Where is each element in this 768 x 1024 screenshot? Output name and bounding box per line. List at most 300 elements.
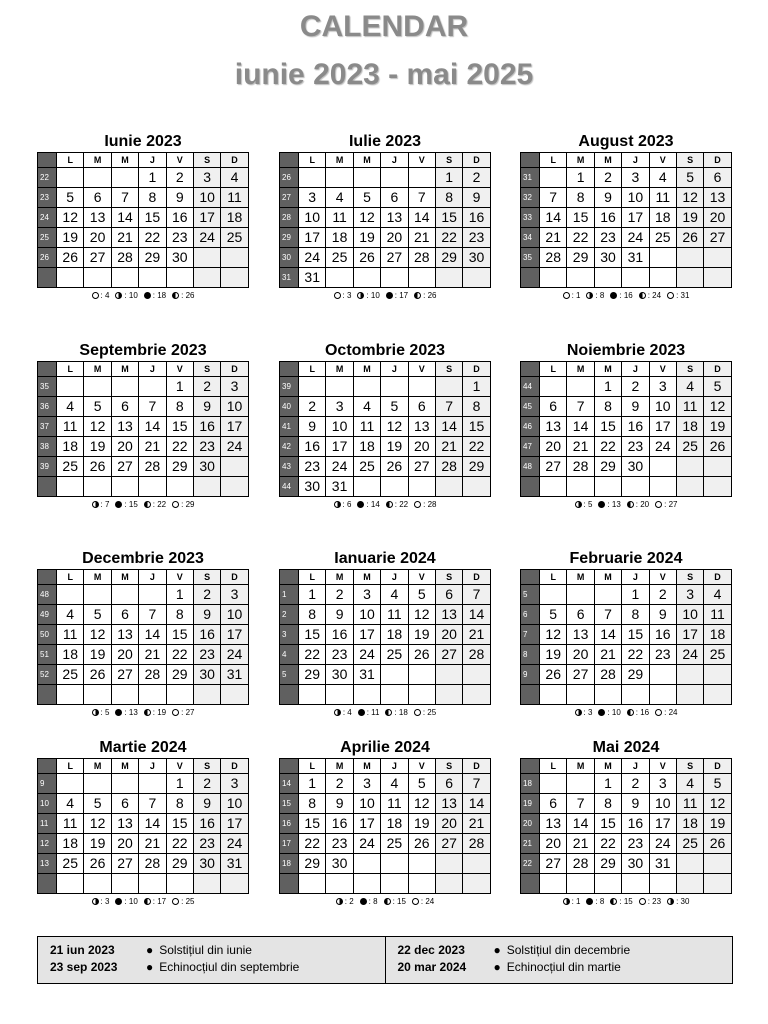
day-cell <box>676 248 703 267</box>
full-moon-icon <box>563 292 570 299</box>
moon-phase-day: : 4 <box>342 708 352 717</box>
weekday-label: D <box>220 759 247 773</box>
new-moon-icon <box>586 898 593 905</box>
day-cell <box>138 377 165 396</box>
weekday-label: J <box>621 362 648 376</box>
month-calendar <box>37 132 249 303</box>
moon-phases <box>520 291 732 303</box>
moon-phase <box>384 897 406 906</box>
day-cell <box>83 477 110 496</box>
day-cell: 17 <box>676 625 703 644</box>
day-cell: 30 <box>621 457 648 476</box>
moon-phase <box>360 897 378 906</box>
week-number: 39 <box>38 457 56 476</box>
day-cell: 22 <box>166 437 193 456</box>
day-cell: 4 <box>649 168 676 187</box>
week-row <box>521 188 731 208</box>
day-cell: 24 <box>220 645 247 664</box>
week-number: 51 <box>38 645 56 664</box>
week-number-header <box>521 362 539 376</box>
week-row <box>38 665 248 685</box>
month-calendar <box>520 738 732 909</box>
day-cell <box>111 685 138 704</box>
event-date: 23 sep 2023 <box>50 960 118 974</box>
weekday-label: V <box>166 570 193 584</box>
moon-phase-day: : 18 <box>152 291 167 300</box>
weekday-label: L <box>56 759 83 773</box>
first-quarter-icon <box>385 709 392 716</box>
day-cell: 15 <box>594 814 621 833</box>
week-number <box>521 685 539 704</box>
day-cell: 10 <box>325 417 352 436</box>
weekday-label: M <box>83 362 110 376</box>
last-quarter-icon <box>336 898 343 905</box>
moon-phase <box>639 897 661 906</box>
day-cell: 28 <box>566 854 593 873</box>
day-cell: 13 <box>539 814 566 833</box>
week-number: 27 <box>280 188 298 207</box>
day-cell: 14 <box>462 794 489 813</box>
day-cell: 3 <box>193 168 220 187</box>
moon-phase <box>639 291 661 300</box>
week-row <box>280 665 490 685</box>
day-cell: 13 <box>408 417 435 436</box>
day-cell: 12 <box>353 208 380 227</box>
day-cell <box>408 665 435 684</box>
day-cell: 16 <box>462 208 489 227</box>
day-cell <box>594 268 621 287</box>
day-cell: 27 <box>539 457 566 476</box>
weekday-label: V <box>166 153 193 167</box>
day-cell <box>166 477 193 496</box>
moon-phase-day: : 24 <box>420 897 435 906</box>
weekday-label: M <box>594 362 621 376</box>
day-cell <box>111 774 138 793</box>
week-row <box>38 874 248 893</box>
events-left <box>38 937 385 983</box>
moon-phase <box>627 708 649 717</box>
weekday-label: M <box>566 362 593 376</box>
moon-phases <box>37 897 249 909</box>
day-cell: 22 <box>594 437 621 456</box>
moon-phase-day: : 15 <box>392 897 406 906</box>
day-cell: 23 <box>462 228 489 247</box>
day-cell <box>539 268 566 287</box>
day-cell: 10 <box>676 605 703 624</box>
day-cell <box>56 377 83 396</box>
month-name: Aprilie 2024 <box>340 739 430 756</box>
event-date: 22 dec 2023 <box>397 943 465 957</box>
weekday-label: V <box>408 153 435 167</box>
day-cell: 30 <box>193 665 220 684</box>
month-name: Mai 2024 <box>592 739 660 756</box>
day-cell <box>56 268 83 287</box>
day-cell: 15 <box>298 625 325 644</box>
day-cell: 18 <box>676 814 703 833</box>
day-cell: 5 <box>408 585 435 604</box>
day-cell <box>380 665 407 684</box>
week-number: 36 <box>38 397 56 416</box>
moon-phase-day: : 10 <box>366 291 380 300</box>
moon-phase <box>92 708 110 717</box>
day-cell <box>566 377 593 396</box>
day-cell: 2 <box>193 377 220 396</box>
day-cell: 28 <box>408 248 435 267</box>
day-cell <box>220 874 247 893</box>
event-row <box>398 959 721 976</box>
weekday-header <box>280 570 490 585</box>
day-cell: 14 <box>138 417 165 436</box>
day-cell: 19 <box>353 228 380 247</box>
day-cell <box>649 477 676 496</box>
day-cell <box>111 874 138 893</box>
week-number: 44 <box>280 477 298 496</box>
page-title: CALENDAR <box>299 10 469 43</box>
day-cell: 22 <box>594 834 621 853</box>
moon-phases <box>520 708 732 720</box>
moon-phases <box>520 897 732 909</box>
week-number-header <box>521 759 539 773</box>
week-number <box>38 477 56 496</box>
first-quarter-icon <box>144 709 151 716</box>
day-cell: 4 <box>380 585 407 604</box>
day-cell: 2 <box>193 774 220 793</box>
day-cell: 4 <box>676 377 703 396</box>
day-cell: 28 <box>462 834 489 853</box>
month-calendar <box>279 132 491 303</box>
last-quarter-icon <box>357 292 364 299</box>
day-cell: 28 <box>462 645 489 664</box>
day-cell: 30 <box>594 248 621 267</box>
moon-phase <box>627 500 649 509</box>
day-cell: 14 <box>539 208 566 227</box>
day-cell <box>56 874 83 893</box>
day-cell <box>166 874 193 893</box>
day-cell: 17 <box>649 417 676 436</box>
bullet-icon: ● <box>493 943 501 957</box>
day-cell: 6 <box>435 774 462 793</box>
full-moon-icon <box>334 292 341 299</box>
day-cell <box>435 377 462 396</box>
moon-phase <box>414 291 436 300</box>
week-number: 9 <box>38 774 56 793</box>
weekday-label: S <box>676 362 703 376</box>
day-cell: 21 <box>566 437 593 456</box>
day-cell: 30 <box>193 854 220 873</box>
week-row <box>38 397 248 417</box>
day-cell: 22 <box>166 645 193 664</box>
day-cell: 30 <box>166 248 193 267</box>
day-cell: 14 <box>566 417 593 436</box>
day-cell: 6 <box>83 188 110 207</box>
full-moon-icon <box>414 709 421 716</box>
moon-phase <box>172 291 194 300</box>
month-name: Iulie 2023 <box>348 133 422 150</box>
weekday-header <box>280 362 490 377</box>
event-label: Solstițiul din iunie <box>159 943 252 957</box>
day-cell <box>380 874 407 893</box>
week-row <box>38 645 248 665</box>
day-cell: 27 <box>435 645 462 664</box>
day-cell <box>703 477 730 496</box>
weekday-label: S <box>193 153 220 167</box>
day-cell: 2 <box>298 397 325 416</box>
full-moon-icon <box>172 501 179 508</box>
weekday-label: D <box>703 570 730 584</box>
week-number: 20 <box>521 814 539 833</box>
day-cell: 26 <box>83 665 110 684</box>
weekday-label: D <box>703 759 730 773</box>
day-cell: 25 <box>380 645 407 664</box>
week-row <box>521 645 731 665</box>
week-row <box>280 168 490 188</box>
full-moon-icon <box>172 898 179 905</box>
day-cell: 2 <box>594 168 621 187</box>
week-row <box>38 417 248 437</box>
new-moon-icon <box>358 709 365 716</box>
day-cell <box>539 477 566 496</box>
day-cell <box>325 268 352 287</box>
moon-phase <box>115 291 137 300</box>
week-row <box>521 417 731 437</box>
week-row <box>521 814 731 834</box>
weekday-label: D <box>220 153 247 167</box>
moon-phase-day: : 30 <box>676 897 690 906</box>
day-cell: 18 <box>220 208 247 227</box>
day-cell: 2 <box>325 774 352 793</box>
day-cell: 12 <box>703 397 730 416</box>
day-cell <box>325 874 352 893</box>
day-cell: 27 <box>408 457 435 476</box>
day-cell: 19 <box>408 625 435 644</box>
day-cell: 21 <box>435 437 462 456</box>
day-cell: 20 <box>111 437 138 456</box>
day-cell: 4 <box>56 397 83 416</box>
weekday-label: S <box>435 759 462 773</box>
day-cell: 27 <box>539 854 566 873</box>
weekday-label: L <box>298 153 325 167</box>
day-cell: 26 <box>703 834 730 853</box>
week-number: 8 <box>521 645 539 664</box>
day-cell: 21 <box>138 645 165 664</box>
day-cell: 2 <box>325 585 352 604</box>
day-cell: 8 <box>166 605 193 624</box>
new-moon-icon <box>598 501 605 508</box>
day-cell <box>138 774 165 793</box>
weekday-header <box>521 362 731 377</box>
weekday-label: S <box>435 153 462 167</box>
weekday-label: V <box>649 759 676 773</box>
day-cell: 7 <box>111 188 138 207</box>
day-cell: 20 <box>83 228 110 247</box>
day-cell <box>566 774 593 793</box>
day-cell: 26 <box>676 228 703 247</box>
day-cell: 5 <box>703 774 730 793</box>
weekday-label: M <box>353 362 380 376</box>
weekday-header <box>38 362 248 377</box>
weekday-label: M <box>111 153 138 167</box>
moon-phase <box>610 291 632 300</box>
event-label: Echinocțiul din septembrie <box>159 960 300 974</box>
weekday-label: L <box>298 570 325 584</box>
day-cell: 26 <box>539 665 566 684</box>
moon-phase <box>115 897 137 906</box>
day-cell: 27 <box>435 834 462 853</box>
day-cell <box>111 377 138 396</box>
month-calendar <box>37 549 249 720</box>
moon-phase-day: : 16 <box>635 708 650 717</box>
day-cell <box>56 685 83 704</box>
week-row <box>521 834 731 854</box>
day-cell <box>435 685 462 704</box>
day-cell: 13 <box>83 208 110 227</box>
day-cell <box>56 585 83 604</box>
weekday-label: V <box>166 759 193 773</box>
week-row <box>38 585 248 605</box>
day-cell: 11 <box>220 188 247 207</box>
day-cell: 17 <box>649 814 676 833</box>
week-number: 31 <box>521 168 539 187</box>
moon-phase-day: : 5 <box>583 500 593 509</box>
event-label: Echinocțiul din martie <box>506 960 621 974</box>
week-number: 10 <box>38 794 56 813</box>
day-cell: 4 <box>220 168 247 187</box>
moon-phase-day: : 22 <box>394 500 409 509</box>
day-cell <box>193 477 220 496</box>
day-cell: 6 <box>111 397 138 416</box>
day-cell <box>676 874 703 893</box>
day-cell: 7 <box>539 188 566 207</box>
day-cell: 20 <box>435 814 462 833</box>
week-number <box>38 268 56 287</box>
first-quarter-icon <box>414 292 421 299</box>
new-moon-icon <box>386 292 393 299</box>
day-cell: 4 <box>380 774 407 793</box>
weekday-label: J <box>138 570 165 584</box>
day-cell: 17 <box>220 814 247 833</box>
day-cell: 22 <box>298 834 325 853</box>
day-cell: 16 <box>298 437 325 456</box>
day-cell: 22 <box>298 645 325 664</box>
day-cell: 13 <box>380 208 407 227</box>
day-cell: 1 <box>166 774 193 793</box>
week-number: 22 <box>521 854 539 873</box>
weekday-label: J <box>138 759 165 773</box>
last-quarter-icon <box>575 501 582 508</box>
day-cell <box>298 168 325 187</box>
day-cell: 25 <box>649 228 676 247</box>
moon-phase-day: : 1 <box>571 291 581 300</box>
week-row <box>280 477 490 496</box>
moon-phase <box>385 708 407 717</box>
day-cell <box>649 685 676 704</box>
moon-phase <box>172 708 194 717</box>
day-cell <box>380 377 407 396</box>
week-row <box>38 457 248 477</box>
weekday-label: M <box>325 570 352 584</box>
moon-phase-day: : 2 <box>344 897 354 906</box>
day-cell: 16 <box>193 417 220 436</box>
day-cell <box>539 874 566 893</box>
weekday-label: M <box>325 362 352 376</box>
day-cell: 20 <box>539 834 566 853</box>
month-calendar <box>279 738 491 909</box>
day-cell: 3 <box>220 774 247 793</box>
month-grid <box>520 758 732 894</box>
week-row <box>521 685 731 704</box>
day-cell <box>676 854 703 873</box>
week-row <box>38 794 248 814</box>
first-quarter-icon <box>384 898 391 905</box>
day-cell: 1 <box>462 377 489 396</box>
day-cell: 6 <box>380 188 407 207</box>
day-cell: 17 <box>298 228 325 247</box>
day-cell: 28 <box>594 665 621 684</box>
day-cell: 5 <box>539 605 566 624</box>
day-cell <box>703 854 730 873</box>
day-cell: 25 <box>676 834 703 853</box>
week-number: 40 <box>280 397 298 416</box>
week-row <box>521 437 731 457</box>
new-moon-icon <box>610 292 617 299</box>
day-cell: 5 <box>56 188 83 207</box>
day-cell <box>380 268 407 287</box>
events-footer <box>37 936 733 984</box>
day-cell: 6 <box>703 168 730 187</box>
moon-phases <box>37 500 249 512</box>
day-cell: 21 <box>462 814 489 833</box>
day-cell: 10 <box>220 397 247 416</box>
day-cell <box>380 854 407 873</box>
day-cell <box>83 377 110 396</box>
week-number: 44 <box>521 377 539 396</box>
day-cell: 8 <box>621 605 648 624</box>
day-cell: 12 <box>83 625 110 644</box>
weekday-label: L <box>56 362 83 376</box>
day-cell: 28 <box>566 457 593 476</box>
event-date: 21 iun 2023 <box>50 943 115 957</box>
day-cell: 18 <box>56 437 83 456</box>
day-cell: 23 <box>594 228 621 247</box>
day-cell <box>703 665 730 684</box>
day-cell: 17 <box>621 208 648 227</box>
moon-phase-day: : 26 <box>423 291 437 300</box>
day-cell: 20 <box>380 228 407 247</box>
day-cell: 20 <box>111 834 138 853</box>
day-cell: 21 <box>462 625 489 644</box>
day-cell: 10 <box>649 397 676 416</box>
day-cell: 31 <box>220 854 247 873</box>
day-cell: 29 <box>621 665 648 684</box>
full-moon-icon <box>172 709 179 716</box>
day-cell <box>676 268 703 287</box>
moon-phase <box>386 500 408 509</box>
day-cell: 30 <box>298 477 325 496</box>
weekday-label: M <box>111 759 138 773</box>
weekday-label: M <box>83 153 110 167</box>
moon-phase <box>115 708 137 717</box>
day-cell: 3 <box>298 188 325 207</box>
moon-phase-day: : 16 <box>619 291 633 300</box>
day-cell <box>111 268 138 287</box>
moon-phase-day: : 11 <box>366 708 380 717</box>
moon-phase <box>610 897 632 906</box>
week-number-header <box>280 570 298 584</box>
week-row <box>38 188 248 208</box>
moon-phase-day: : 23 <box>647 897 662 906</box>
day-cell <box>594 685 621 704</box>
day-cell: 28 <box>435 457 462 476</box>
